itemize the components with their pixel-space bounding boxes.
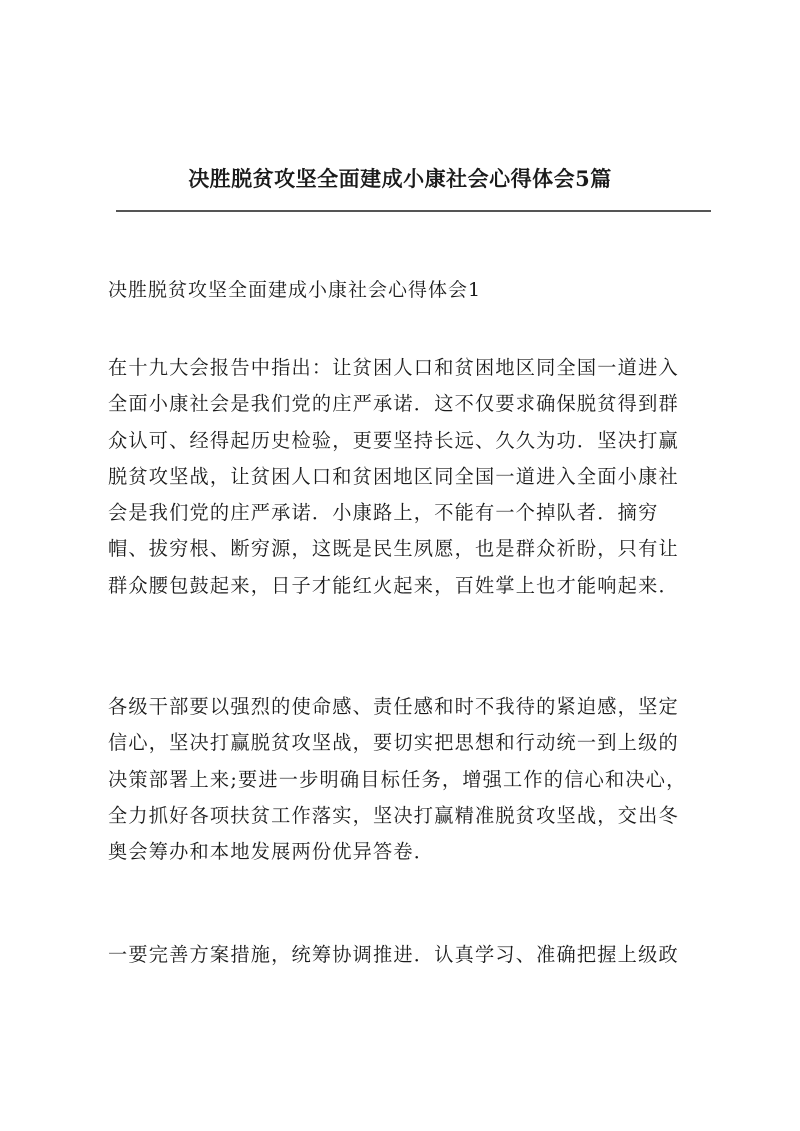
paragraph-3 bbox=[108, 937, 712, 973]
section-heading: 决胜脱贫攻坚全面建成小康社会心得体会1 bbox=[108, 279, 482, 301]
paragraph-line: 奥会筹办和本地发展两份优异答卷． bbox=[108, 840, 435, 864]
paragraph-line: 群众腰包鼓起来，日子才能红火起来，百姓掌上也才能响起来． bbox=[108, 573, 679, 597]
paragraph-1 bbox=[108, 350, 712, 604]
document-title: 决胜脱贫攻坚全面建成小康社会心得体会5篇 bbox=[188, 166, 612, 191]
title-divider bbox=[116, 210, 711, 212]
paragraph-line: 在十九大会报告中指出：让贫困人口和贫困地区同全国一道进入 bbox=[108, 356, 679, 379]
paragraph-line: 全力抓好各项扶贫工作落实，坚决打赢精准脱贫攻坚战，交出冬 bbox=[108, 803, 679, 827]
paragraph-line: 信心，坚决打赢脱贫攻坚战，要切实把思想和行动统一到上级的 bbox=[108, 731, 679, 755]
paragraph-2 bbox=[108, 689, 712, 870]
paragraph-line: 一要完善方案措施，统筹协调推进．认真学习、准确把握上级政 bbox=[108, 943, 679, 966]
paragraph-line: 帽、拔穷根、断穷源，这既是民生夙愿，也是群众祈盼，只有让 bbox=[108, 537, 679, 561]
paragraph-line: 会是我们党的庄严承诺．小康路上，不能有一个掉队者．摘穷 bbox=[108, 501, 659, 525]
paragraph-line: 决策部署上来;要进一步明确目标任务，增强工作的信心和决心， bbox=[108, 767, 687, 791]
paragraph-line: 全面小康社会是我们党的庄严承诺．这不仅要求确保脱贫得到群 bbox=[108, 392, 679, 416]
paragraph-line: 脱贫攻坚战，让贫困人口和贫困地区同全国一道进入全面小康社 bbox=[108, 464, 679, 488]
paragraph-line: 各级干部要以强烈的使命感、责任感和时不我待的紧迫感，坚定 bbox=[108, 695, 679, 718]
paragraph-line: 众认可、经得起历史检验，更要坚持长远、久久为功．坚决打赢 bbox=[108, 428, 679, 452]
